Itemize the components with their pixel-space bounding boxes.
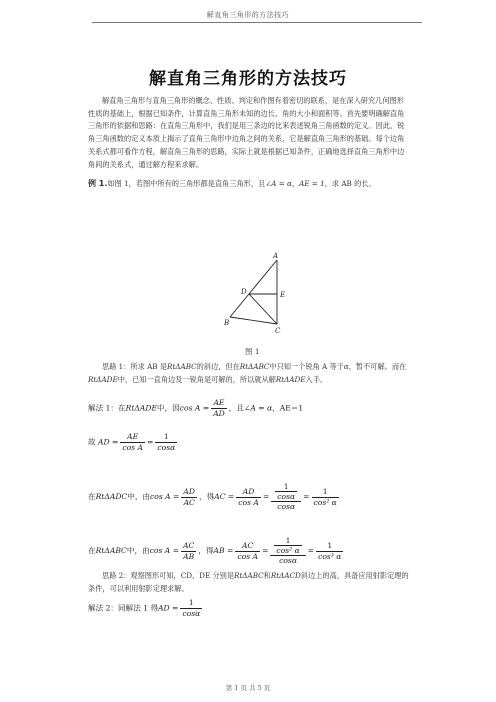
step-ad: 故 AD = $\frac{AE}{\text{cos A}}$ = $\frac{1}{\cos\alpha}$: [88, 432, 176, 452]
label-C: C: [275, 327, 281, 335]
step-ab: 在RtΔABC中，由cos A = $\frac{AC}{AB}$ ，得AB = $\frac{AC}{\text{cos A}}$ = $\frac{\frac{1}{\text{cos² α}}}{\cos\alpha}$ = $\frac{1}{\text{cos³ α}}$: [88, 536, 342, 565]
label-B: B: [224, 319, 230, 327]
fraction: $\frac{AC}{AB}$: [183, 540, 195, 561]
fraction: $\frac{1}{\text{cos³ α}}$: [318, 540, 342, 561]
step-ac: 在RtΔADC中，由cos A = $\frac{AD}{AC}$ ，得AC = $\frac{AD}{\text{cos A}}$ = $\frac{\frac{1}{\cos\alpha}}{\cos\alpha}$ = $\frac{1}{\text{cos² α}}$: [88, 482, 337, 511]
figure-1-triangle-diagram: [222, 252, 294, 336]
example-label: 例 1.: [88, 179, 108, 188]
label-A: A: [273, 252, 279, 260]
fraction: $\frac{AD}{AC}$: [183, 486, 195, 507]
solution-2: 解法 2：同解法 1 得AD = $\frac{1}{\cos\alpha}$: [88, 598, 201, 618]
header-rule: [92, 22, 422, 23]
label-E: E: [280, 291, 286, 299]
fraction: $\frac{1}{\text{cos² α}}$: [313, 486, 337, 507]
fraction: $\frac{AE}{AD}$: [213, 398, 225, 418]
idea-1: 思路 1：所求 AB 是RtΔABC的斜边，但在RtΔABC中只知一个锐角 A 等于α，暂不可解。而在RtΔADE中，已知一直角边及一锐角是可解的，所以就从解RtΔADE入手。: [88, 362, 407, 384]
idea-2: 思路 2：观察图形可知，CD、DE 分别是RtΔABC和RtΔACD斜边上的高，具备应用射影定理的条件，可以利用射影定理求解。: [88, 571, 409, 593]
compound-fraction: $\frac{\frac{1}{\text{cos² α}}}{\cos\alpha}$: [270, 536, 305, 566]
figure-caption: 图 1: [245, 347, 260, 356]
intro-paragraph: 解直角三角形与直角三角形的概念、性质、判定和作图有着密切的联系，是在深入研究几何图形性质的基础上，根据已知条件，计算直角三角形未知的边长、角的大小和面积等。首先要明确解直角三角形的依据和思路：在直角三角形中，我们是用三条边的比来表述锐角三角函数的定义。因此，锐角三角函数的定义本质上揭示了直角三角形中边角之间的关系，它是解直角三角形的基础。每个边角关系式都可看作方程，解直角三角形的思路，实际上就是根据已知条件，正确地选择直角三角形中边角间的关系式，通过解方程来求解。: [88, 96, 405, 169]
label-D: D: [241, 288, 247, 296]
page-footer: 第 1 页 共 5 页: [225, 684, 271, 692]
fraction: $\frac{1}{\cos\alpha}$: [182, 598, 201, 618]
fraction: $\frac{AE}{\text{cos A}}$: [122, 432, 143, 452]
length-condition: AE = 1: [299, 179, 325, 188]
fraction: $\frac{AC}{\text{cos A}}$: [237, 540, 259, 561]
page-title: 解直角三角形的方法技巧: [149, 69, 347, 89]
angle-condition: ∠A = α: [265, 179, 292, 188]
fraction: $\frac{AD}{\text{cos A}}$: [238, 486, 259, 507]
fraction: $\frac{1}{\cos\alpha}$: [157, 432, 176, 452]
example-1: 例 1.如图 1，若图中所有的三角形都是直角三角形，且∠A = α，AE = 1，求 AB 的长。: [88, 179, 376, 188]
page-header: 解直角三角形的方法技巧: [206, 11, 290, 19]
solution-1: 解法 1：在RtΔADE中，因cos A = $\frac{AE}{AD}$ ，且∠A = α，AE＝1: [88, 398, 304, 418]
compound-fraction: $\frac{\frac{1}{\cos\alpha}}{\cos\alpha}$: [271, 482, 301, 512]
